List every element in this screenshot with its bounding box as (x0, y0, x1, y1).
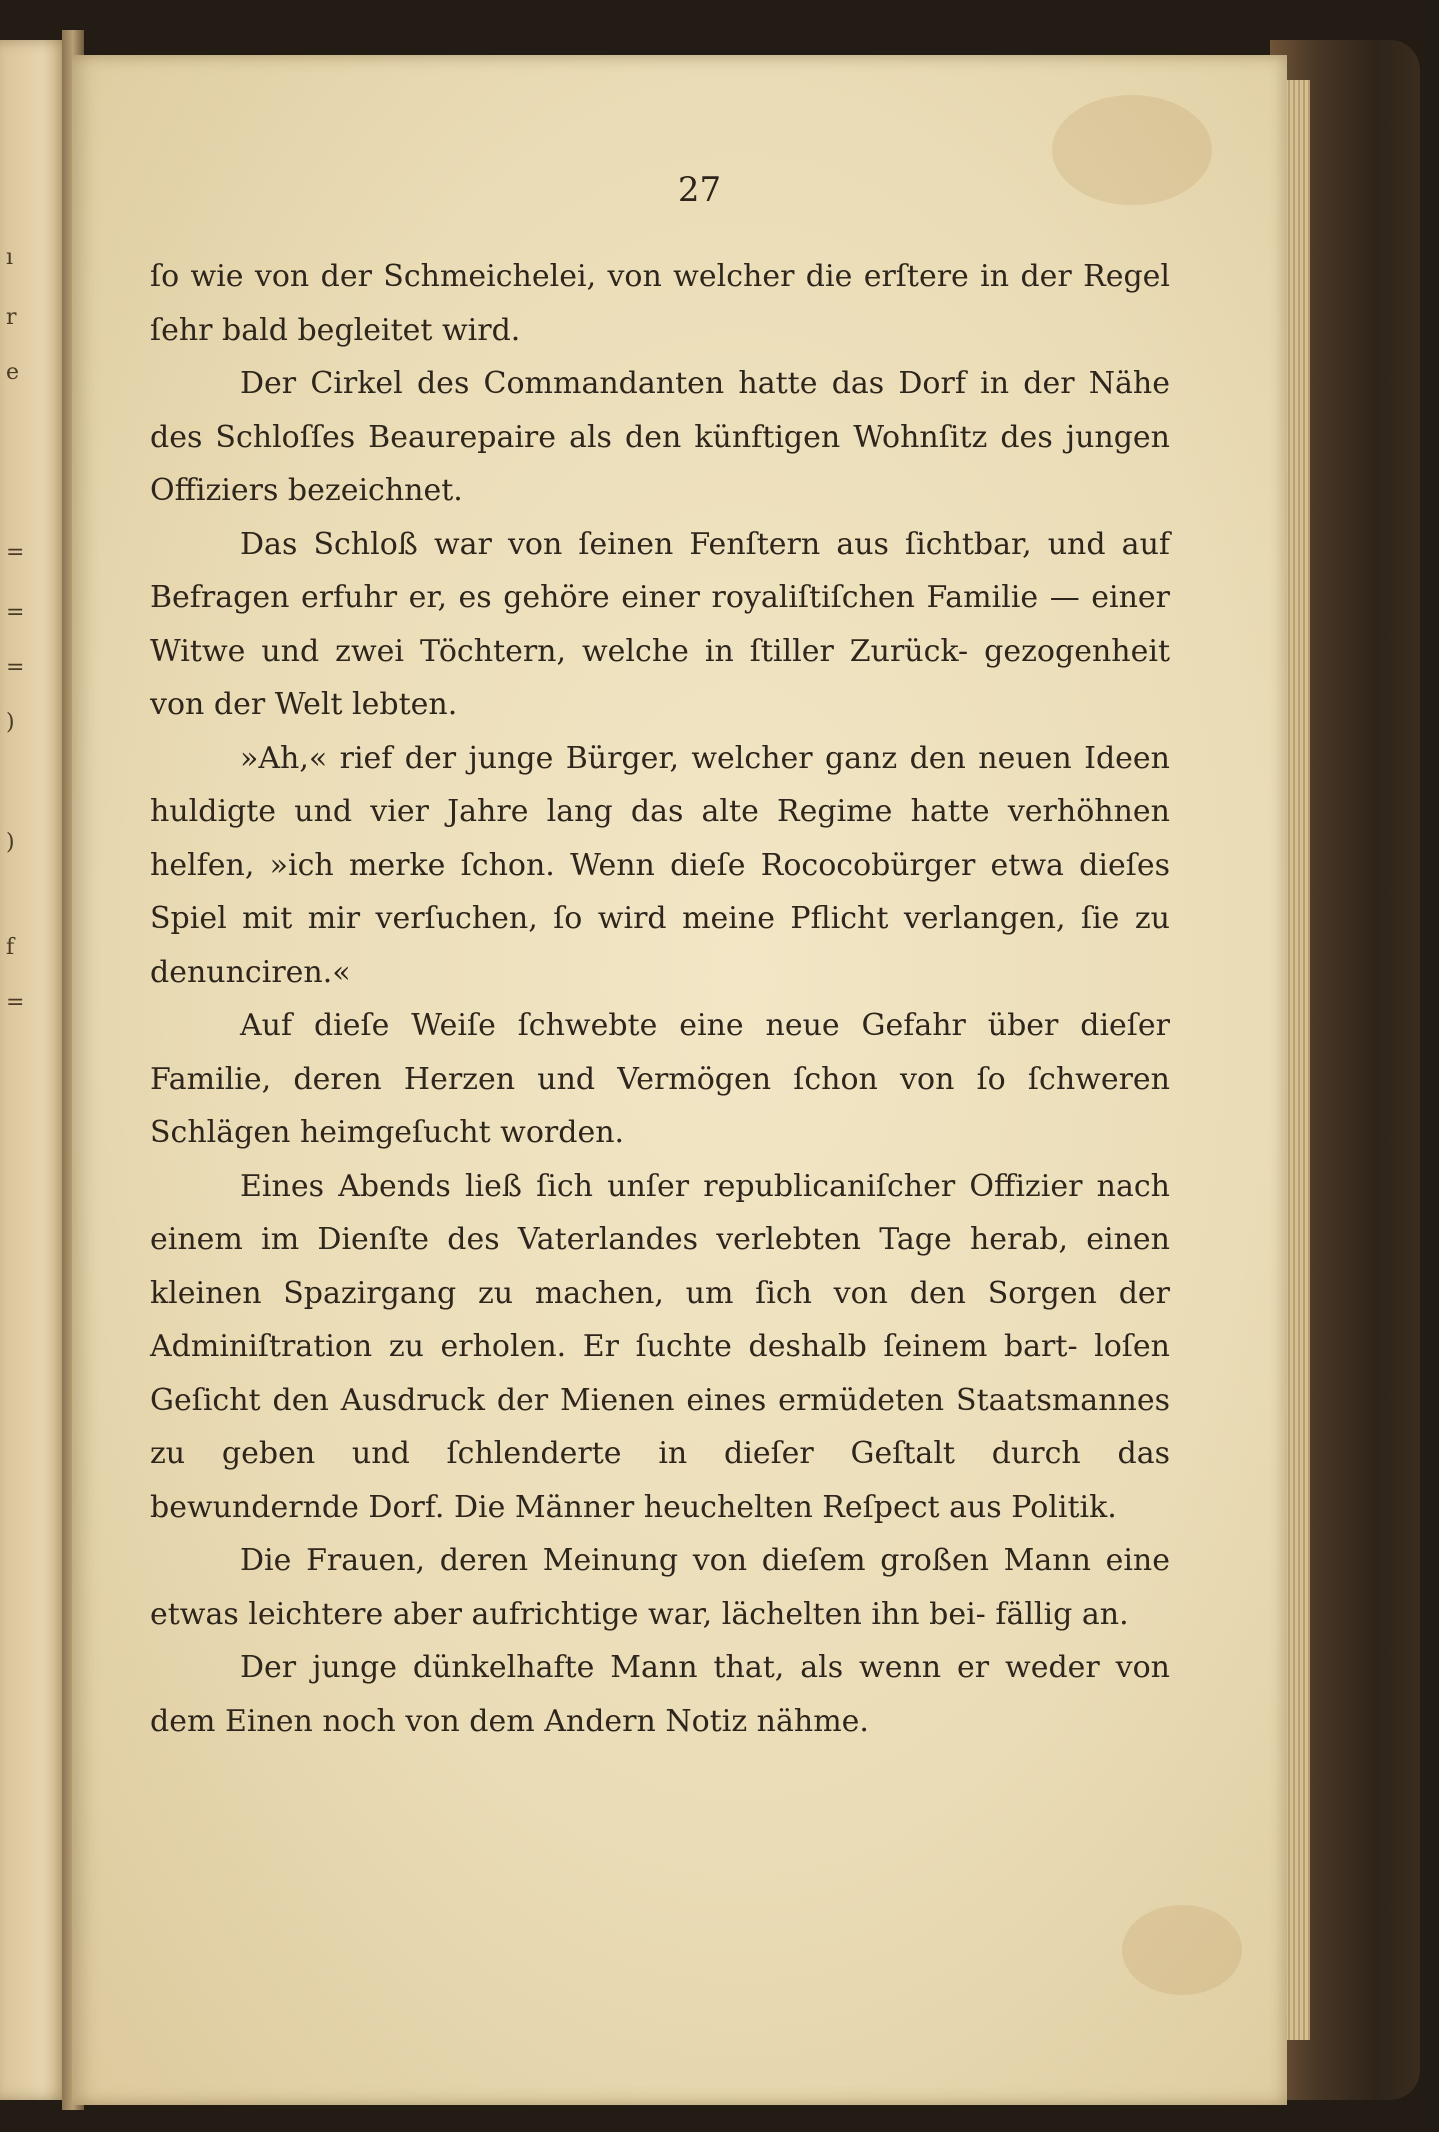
facing-page-letter: f (6, 935, 15, 960)
paragraph: Auf dieſe Weiſe ſchwebte eine neue Gefahr über dieſer Familie, deren Herzen und Vermögen ſchon von ſo ſchweren Schlägen heimgeſucht worden. (150, 1008, 1170, 1150)
paper-stain (1122, 1905, 1242, 1995)
paragraph: »Ah,« rief der junge Bürger, welcher ganz den neuen Ideen huldigte und vier Jahre lang das alte Regime hatte verhöhnen helfen, »ich merke ſchon. Wenn dieſe Rococobürger etwa dieſes Spiel mit mir verſuchen, ſo wird meine Pflicht verlangen, ſie zu denunciren.« (150, 740, 1170, 990)
paragraph: Eines Abends ließ ſich unſer republicaniſcher Offizier nach einem im Dienſte des Vaterlandes verlebten Tage herab, einen kleinen Spazirgang zu machen, um ſich von den Sorgen der Adminiſtration zu erholen. Er ſuchte deshalb ſeinem bart- loſen Geſicht den Ausdruck der Mienen eines ermüdeten Staatsmannes zu geben und ſchlenderte in dieſer Geſtalt durch das bewundernde Dorf. Die Männer heuchelten Reſpect aus Politik. (150, 1168, 1170, 1525)
facing-page-letter: ) (6, 830, 15, 855)
facing-page-letter: ı (6, 245, 14, 270)
book-page (72, 55, 1287, 2105)
paragraph: Der junge dünkelhafte Mann that, als wenn er weder von dem Einen noch von dem Andern Notiz nähme. (150, 1650, 1170, 1739)
facing-page-letter: = (6, 600, 25, 625)
paragraph: ſo wie von der Schmeichelei, von welcher die erſtere in der Regel ſehr bald begleitet wird. (150, 259, 1170, 348)
paragraph: Die Frauen, deren Meinung von dieſem großen Mann eine etwas leichtere aber aufrichtige war, lächelten ihn bei- fällig an. (150, 1543, 1170, 1632)
page-number: 27 (677, 170, 722, 210)
facing-page-fragment (0, 40, 70, 2100)
facing-page-letter: = (6, 990, 25, 1015)
body-text (150, 250, 1170, 1748)
facing-page-letter: ) (6, 710, 15, 735)
facing-page-letter: r (6, 305, 17, 330)
paragraph: Das Schloß war von ſeinen Fenſtern aus ſichtbar, und auf Befragen erfuhr er, es gehöre einer royaliſtiſchen Familie — einer Witwe und zwei Töchtern, welche in ſtiller Zurück- gezogenheit von der Welt lebten. (150, 526, 1170, 722)
facing-page-letter: e (6, 360, 20, 385)
facing-page-letter: = (6, 540, 25, 565)
facing-page-letter: = (6, 655, 25, 680)
paragraph: Der Cirkel des Commandanten hatte das Dorf in der Nähe des Schloſſes Beaurepaire als den künftigen Wohnſitz des jungen Offiziers bezeichnet. (150, 366, 1170, 508)
